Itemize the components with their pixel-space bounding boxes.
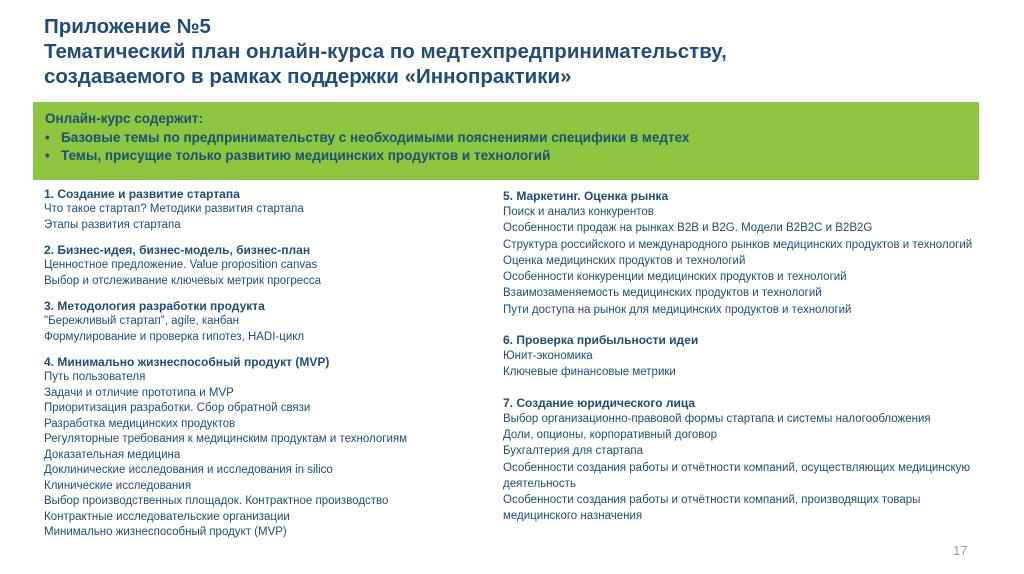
banner-intro: Онлайн-курс содержит:	[45, 111, 203, 126]
section-title: 1. Создание и развитие стартапа	[44, 187, 240, 201]
section-title: 5. Маркетинг. Оценка рынка	[503, 189, 669, 203]
section-profitability	[503, 332, 983, 381]
left-column	[44, 186, 494, 550]
slide-title	[44, 14, 1004, 89]
list-item: Особенности продаж на рынках B2B и B2G. Модели B2B2C и B2B2G	[503, 222, 873, 235]
title-line-plan: Тематический план онлайн-курса по медтехпредпринимательству,	[44, 40, 727, 63]
list-item: Ключевые финансовые метрики	[503, 366, 676, 379]
section-methodology	[44, 298, 494, 345]
list-item: Клинические исследования	[44, 479, 192, 492]
list-item: Доказательная медицина	[44, 448, 181, 461]
section-legal-entity	[503, 395, 983, 525]
list-item: Регуляторные требования к медицинским продуктам и технологиям	[44, 433, 408, 445]
section-marketing	[503, 188, 983, 318]
bullet-icon: •	[45, 129, 50, 145]
list-item: Что такое стартап? Методики развития стартапа	[44, 203, 304, 215]
list-item: Разработка медицинских продуктов	[44, 417, 236, 430]
bullet-icon: •	[45, 148, 50, 163]
title-line-support: создаваемого в рамках поддержки «Иннопрактики»	[44, 65, 572, 88]
banner-bullet: • Темы, присущие только развитию медицинских продуктов и технологий	[45, 147, 689, 166]
section-title: 3. Методология разработки продукта	[44, 299, 265, 313]
list-item: Доклинические исследования и исследования in silico	[44, 464, 333, 476]
list-item: Юнит-экономика	[503, 350, 593, 363]
section-startup	[44, 186, 494, 233]
list-item: Оценка медицинских продуктов и технологий	[503, 254, 746, 267]
right-column	[503, 188, 983, 534]
list-item: Особенности создания работы и отчётности компаний, осуществляющих медицинскую деятельность	[503, 461, 970, 490]
section-mvp	[44, 354, 494, 541]
list-item: Приоритизация разработки. Сбор обратной связи	[44, 402, 311, 414]
list-item: Особенности создания работы и отчётности компаний, производящих товары медицинского назначения	[503, 494, 921, 523]
list-item: Задачи и отличие прототипа и MVP	[44, 386, 234, 399]
title-line-appendix: Приложение №5	[44, 15, 211, 38]
list-item: Контрактные исследовательские организации	[44, 510, 290, 523]
list-item: Выбор производственных площадок. Контрактное производство	[44, 495, 389, 507]
list-item: Минимально жизнеспособный продукт (MVP)	[44, 526, 287, 538]
page-number: 17	[953, 543, 968, 558]
list-item: Выбор организационно-правовой формы стартапа и системы налогообложения	[503, 412, 931, 425]
list-item: Формулирование и проверка гипотез, HADI-цикл	[44, 330, 305, 343]
list-item: Выбор и отслеживание ключевых метрик прогресса	[44, 274, 322, 287]
list-item: Поиск и анализ конкурентов	[503, 206, 654, 218]
list-item: "Бережливый стартап", agile, канбан	[44, 315, 239, 327]
section-title: 6. Проверка прибыльности идеи	[503, 333, 699, 348]
list-item: Ценностное предложение. Value proposition canvas	[44, 259, 318, 271]
section-business-model	[44, 242, 494, 289]
list-item: Пути доступа на рынок для медицинских продуктов и технологий	[503, 303, 852, 316]
list-item: Взаимозаменяемость медицинских продуктов и технологий	[503, 287, 822, 300]
list-item: Бухгалтерия для стартапа	[503, 445, 644, 458]
list-item: Особенности конкуренции медицинских продуктов и технологий	[503, 271, 847, 284]
section-title: 7. Создание юридического лица	[503, 395, 696, 410]
course-contents-banner	[33, 102, 979, 180]
list-item: Структура российского и международного рынков медицинских продуктов и технологий	[503, 238, 973, 251]
list-item: Доли, опционы, корпоративный договор	[503, 428, 717, 441]
list-item: Путь пользователя	[44, 371, 146, 383]
list-item: Этапы развития стартапа	[44, 218, 181, 231]
section-title: 4. Минимально жизнеспособный продукт (MVP)	[44, 355, 330, 369]
section-title: 2. Бизнес-идея, бизнес-модель, бизнес-план	[44, 243, 311, 257]
banner-bullet: • Базовые темы по предпринимательству с необходимыми пояснениями специфики в медтех	[45, 129, 689, 148]
